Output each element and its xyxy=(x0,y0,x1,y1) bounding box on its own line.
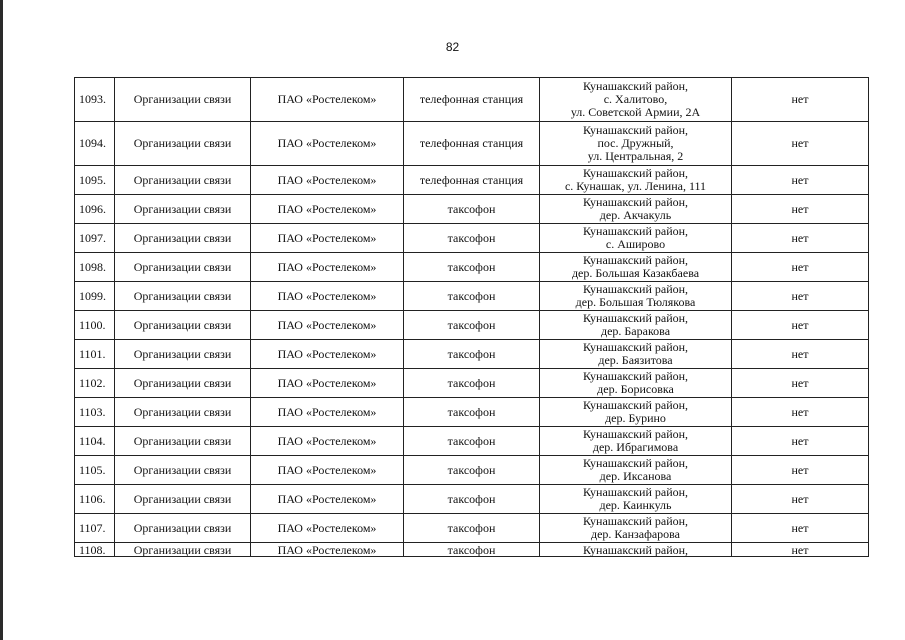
organization-cell: ПАО «Ростелеком» xyxy=(251,456,404,485)
address-line: Кунашакский район, xyxy=(582,485,689,499)
address-line: Кунашакский район, xyxy=(582,369,689,383)
table-row xyxy=(75,224,869,253)
organization-cell: ПАО «Ростелеком» xyxy=(251,311,404,340)
organization-cell: ПАО «Ростелеком» xyxy=(251,398,404,427)
value-cell: нет xyxy=(732,369,869,398)
value-cell: нет xyxy=(732,122,869,166)
object-type-cell: таксофон xyxy=(404,485,540,514)
value-cell: нет xyxy=(732,253,869,282)
category-cell: Организации связи xyxy=(115,122,251,166)
address-cell xyxy=(540,427,732,456)
row-number-cell: 1098. xyxy=(75,253,115,282)
row-number-cell: 1096. xyxy=(75,195,115,224)
row-number-cell: 1107. xyxy=(75,514,115,543)
facilities-table xyxy=(74,77,869,557)
address-line: Кунашакский район, xyxy=(582,311,689,325)
address-line: дер. Баракова xyxy=(600,324,671,338)
address-cell xyxy=(540,224,732,253)
category-cell: Организации связи xyxy=(115,224,251,253)
address-line: ул. Советской Армии, 2А xyxy=(570,105,701,119)
organization-cell: ПАО «Ростелеком» xyxy=(251,78,404,122)
page-number: 82 xyxy=(445,40,460,54)
address-cell xyxy=(540,340,732,369)
table-row xyxy=(75,282,869,311)
category-cell: Организации связи xyxy=(115,340,251,369)
table-row xyxy=(75,340,869,369)
address-line: Кунашакский район, xyxy=(582,340,689,354)
row-number-cell: 1093. xyxy=(75,78,115,122)
value-cell: нет xyxy=(732,311,869,340)
address-cell xyxy=(540,398,732,427)
category-cell: Организации связи xyxy=(115,253,251,282)
category-cell: Организации связи xyxy=(115,369,251,398)
object-type-cell: таксофон xyxy=(404,224,540,253)
table-row xyxy=(75,253,869,282)
table-body xyxy=(75,78,869,557)
value-cell: нет xyxy=(732,340,869,369)
organization-cell: ПАО «Ростелеком» xyxy=(251,282,404,311)
table-row xyxy=(75,427,869,456)
table-row xyxy=(75,311,869,340)
category-cell: Организации связи xyxy=(115,166,251,195)
row-number-cell: 1106. xyxy=(75,485,115,514)
address-line: дер. Большая Казакбаева xyxy=(571,266,700,280)
object-type-cell: таксофон xyxy=(404,456,540,485)
address-cell xyxy=(540,253,732,282)
address-cell xyxy=(540,122,732,166)
organization-cell: ПАО «Ростелеком» xyxy=(251,485,404,514)
address-line: с. Аширово xyxy=(605,237,666,251)
organization-cell: ПАО «Ростелеком» xyxy=(251,427,404,456)
address-line: Кунашакский район, xyxy=(582,166,689,180)
value-cell: нет xyxy=(732,456,869,485)
table-row xyxy=(75,543,869,557)
organization-cell: ПАО «Ростелеком» xyxy=(251,122,404,166)
address-line: дер. Большая Тюлякова xyxy=(575,295,696,309)
object-type-cell: таксофон xyxy=(404,427,540,456)
table-row xyxy=(75,122,869,166)
object-type-cell: телефонная станция xyxy=(404,122,540,166)
address-line: Кунашакский район, xyxy=(582,224,689,238)
object-type-cell: таксофон xyxy=(404,253,540,282)
table-row xyxy=(75,78,869,122)
organization-cell: ПАО «Ростелеком» xyxy=(251,253,404,282)
address-cell xyxy=(540,166,732,195)
row-number-cell: 1108. xyxy=(75,543,115,557)
organization-cell: ПАО «Ростелеком» xyxy=(251,543,404,557)
value-cell: нет xyxy=(732,427,869,456)
row-number-cell: 1097. xyxy=(75,224,115,253)
object-type-cell: телефонная станция xyxy=(404,166,540,195)
value-cell: нет xyxy=(732,485,869,514)
category-cell: Организации связи xyxy=(115,78,251,122)
address-cell xyxy=(540,485,732,514)
object-type-cell: таксофон xyxy=(404,282,540,311)
table-row xyxy=(75,398,869,427)
address-line: дер. Баязитова xyxy=(598,353,673,367)
value-cell: нет xyxy=(732,543,869,557)
address-line: с. Кунашак, ул. Ленина, 111 xyxy=(564,179,707,193)
organization-cell: ПАО «Ростелеком» xyxy=(251,166,404,195)
row-number-cell: 1094. xyxy=(75,122,115,166)
category-cell: Организации связи xyxy=(115,195,251,224)
object-type-cell: таксофон xyxy=(404,369,540,398)
address-line: Кунашакский район, xyxy=(582,253,689,267)
category-cell: Организации связи xyxy=(115,543,251,557)
address-line: ул. Центральная, 2 xyxy=(587,149,684,163)
address-line: дер. Иксанова xyxy=(599,469,672,483)
organization-cell: ПАО «Ростелеком» xyxy=(251,369,404,398)
page-edge-shadow xyxy=(0,0,3,640)
row-number-cell: 1102. xyxy=(75,369,115,398)
row-number-cell: 1101. xyxy=(75,340,115,369)
organization-cell: ПАО «Ростелеком» xyxy=(251,340,404,369)
address-line: Кунашакский район, xyxy=(582,427,689,441)
row-number-cell: 1095. xyxy=(75,166,115,195)
value-cell: нет xyxy=(732,224,869,253)
address-line: Кунашакский район, xyxy=(582,123,689,137)
object-type-cell: телефонная станция xyxy=(404,78,540,122)
value-cell: нет xyxy=(732,195,869,224)
value-cell: нет xyxy=(732,166,869,195)
category-cell: Организации связи xyxy=(115,282,251,311)
address-line: пос. Дружный, xyxy=(597,136,674,150)
category-cell: Организации связи xyxy=(115,398,251,427)
object-type-cell: таксофон xyxy=(404,340,540,369)
object-type-cell: таксофон xyxy=(404,398,540,427)
address-line: дер. Каинкуль xyxy=(599,498,672,512)
address-cell xyxy=(540,311,732,340)
value-cell: нет xyxy=(732,514,869,543)
row-number-cell: 1099. xyxy=(75,282,115,311)
address-cell xyxy=(540,195,732,224)
organization-cell: ПАО «Ростелеком» xyxy=(251,514,404,543)
address-line: Кунашакский район, xyxy=(582,282,689,296)
table-row xyxy=(75,369,869,398)
table-row xyxy=(75,485,869,514)
address-line: Кунашакский район, xyxy=(582,79,689,93)
address-line: Кунашакский район, xyxy=(582,398,689,412)
object-type-cell: таксофон xyxy=(404,543,540,557)
address-cell xyxy=(540,282,732,311)
category-cell: Организации связи xyxy=(115,485,251,514)
value-cell: нет xyxy=(732,282,869,311)
value-cell: нет xyxy=(732,78,869,122)
value-cell: нет xyxy=(732,398,869,427)
address-cell xyxy=(540,514,732,543)
address-cell xyxy=(540,369,732,398)
address-line: Кунашакский район, xyxy=(582,456,689,470)
table-row xyxy=(75,166,869,195)
row-number-cell: 1100. xyxy=(75,311,115,340)
category-cell: Организации связи xyxy=(115,311,251,340)
table-row xyxy=(75,456,869,485)
address-line: Кунашакский район, xyxy=(582,195,689,209)
category-cell: Организации связи xyxy=(115,427,251,456)
object-type-cell: таксофон xyxy=(404,311,540,340)
address-line: дер. Акчакуль xyxy=(599,208,672,222)
table-row xyxy=(75,514,869,543)
category-cell: Организации связи xyxy=(115,514,251,543)
address-line: с. Халитово, xyxy=(603,92,668,106)
address-line: Кунашакский район, xyxy=(582,542,689,557)
organization-cell: ПАО «Ростелеком» xyxy=(251,224,404,253)
row-number-cell: 1104. xyxy=(75,427,115,456)
object-type-cell: таксофон xyxy=(404,514,540,543)
address-cell xyxy=(540,78,732,122)
address-cell xyxy=(540,543,732,557)
row-number-cell: 1103. xyxy=(75,398,115,427)
object-type-cell: таксофон xyxy=(404,195,540,224)
organization-cell: ПАО «Ростелеком» xyxy=(251,195,404,224)
address-line: дер. Борисовка xyxy=(597,382,674,396)
address-line: Кунашакский район, xyxy=(582,514,689,528)
row-number-cell: 1105. xyxy=(75,456,115,485)
address-line: дер. Канзафарова xyxy=(590,527,681,541)
address-cell xyxy=(540,456,732,485)
table-row xyxy=(75,195,869,224)
address-line: дер. Ибрагимова xyxy=(592,440,679,454)
address-line: дер. Бурино xyxy=(605,411,666,425)
category-cell: Организации связи xyxy=(115,456,251,485)
